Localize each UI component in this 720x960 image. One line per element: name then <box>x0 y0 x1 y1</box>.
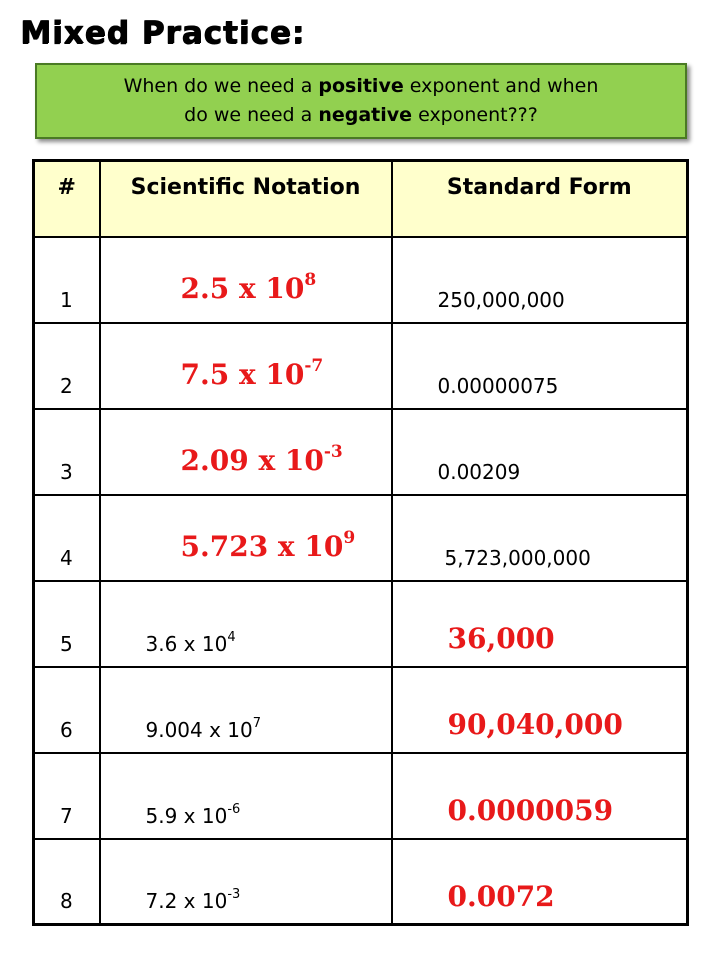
question-text: exponent and when <box>403 75 599 97</box>
exponent: 4 <box>227 629 236 645</box>
exponent: -7 <box>304 356 324 377</box>
standard-cell <box>392 753 688 839</box>
scientific-cell <box>100 323 392 409</box>
standard-cell: 5,723,000,000 <box>392 495 688 581</box>
scientific-cell <box>100 237 392 323</box>
standard-cell: 250,000,000 <box>392 237 688 323</box>
header-number: # <box>34 161 100 237</box>
table-header-row <box>34 161 688 237</box>
answer-standard: 0.0000059 <box>447 793 614 827</box>
standard-cell: 0.00000075 <box>392 323 688 409</box>
answer-standard: 90,040,000 <box>447 707 623 741</box>
header-standard-form: Standard Form <box>392 161 688 237</box>
table-row <box>34 495 688 581</box>
table-row <box>34 753 688 839</box>
answer-standard: 0.0072 <box>447 879 555 913</box>
table-row <box>34 667 688 753</box>
table-row <box>34 839 688 925</box>
standard-cell <box>392 667 688 753</box>
scientific-cell <box>100 581 392 667</box>
coefficient: 5.9 x 10 <box>145 803 228 828</box>
question-text: When do we need a <box>123 75 319 97</box>
exponent: -3 <box>227 887 241 903</box>
scientific-cell <box>100 409 392 495</box>
exponent: 8 <box>304 270 317 291</box>
coefficient: 3.6 x 10 <box>145 631 228 656</box>
exponent: -3 <box>323 442 343 463</box>
question-line-1 <box>124 72 599 101</box>
scientific-cell <box>100 495 392 581</box>
table-row <box>34 409 688 495</box>
practice-table <box>32 159 689 926</box>
exponent: -6 <box>227 801 241 817</box>
scientific-cell <box>100 667 392 753</box>
standard-cell <box>392 839 688 925</box>
negative-word: negative <box>318 104 413 126</box>
coefficient: 2.5 x 10 <box>180 271 305 305</box>
row-number: 2 <box>34 323 100 409</box>
row-number: 7 <box>34 753 100 839</box>
answer-scientific <box>181 272 317 305</box>
table-row <box>34 581 688 667</box>
table-row <box>34 323 688 409</box>
scientific-cell <box>100 753 392 839</box>
page-title: Mixed Practice: <box>20 15 306 51</box>
exponent: 9 <box>343 528 356 549</box>
exponent: 7 <box>252 715 262 731</box>
question-box <box>35 63 687 139</box>
row-number: 8 <box>34 839 100 925</box>
answer-standard: 36,000 <box>447 621 555 655</box>
row-number: 5 <box>34 581 100 667</box>
question-line-2 <box>184 101 538 130</box>
standard-cell <box>392 581 688 667</box>
table-row <box>34 237 688 323</box>
standard-cell: 0.00209 <box>392 409 688 495</box>
coefficient: 7.2 x 10 <box>145 889 228 913</box>
row-number: 4 <box>34 495 100 581</box>
answer-scientific <box>181 444 343 477</box>
row-number: 3 <box>34 409 100 495</box>
coefficient: 2.09 x 10 <box>180 443 324 477</box>
answer-scientific <box>181 530 356 563</box>
positive-word: positive <box>318 75 404 97</box>
row-number: 6 <box>34 667 100 753</box>
coefficient: 7.5 x 10 <box>180 357 305 391</box>
coefficient: 9.004 x 10 <box>145 717 253 742</box>
answer-scientific <box>181 358 324 391</box>
question-text: exponent??? <box>412 104 538 126</box>
scientific-cell <box>100 839 392 925</box>
header-scientific-notation: Scientific Notation <box>100 161 392 237</box>
question-text: do we need a <box>184 104 319 126</box>
row-number: 1 <box>34 237 100 323</box>
coefficient: 5.723 x 10 <box>180 529 344 563</box>
